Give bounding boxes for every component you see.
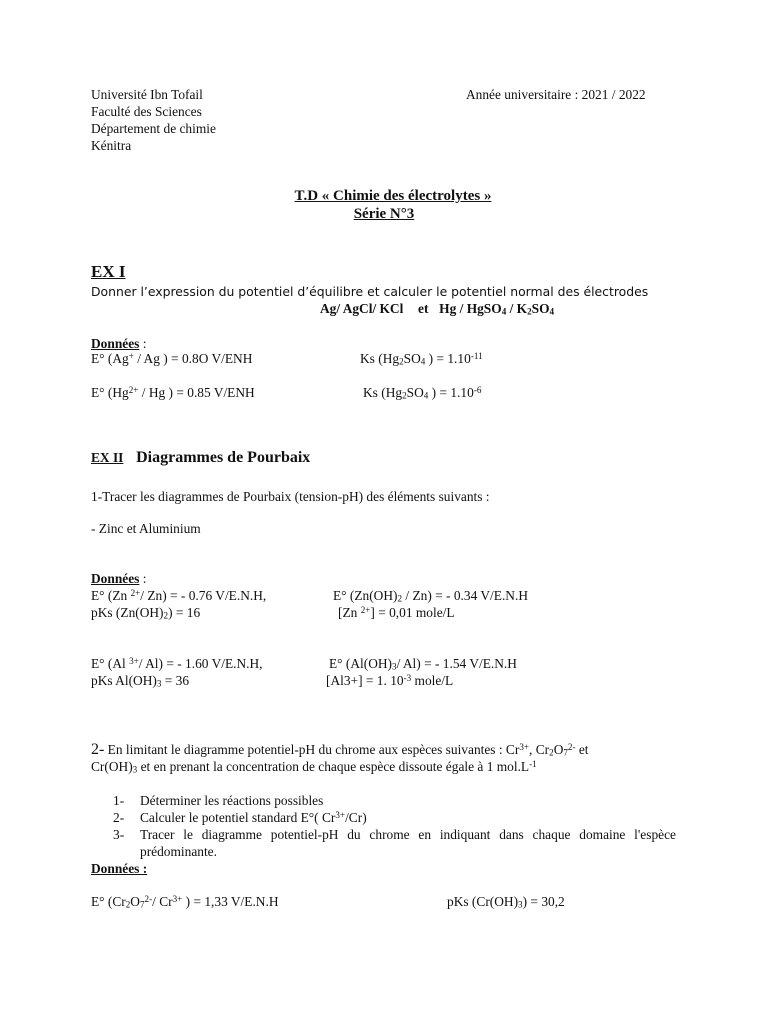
list-item: 1- Déterminer les réactions possibles bbox=[113, 793, 324, 808]
ex1-heading: EX I bbox=[91, 262, 126, 281]
ex1-data-label: Données : bbox=[91, 336, 147, 351]
ex1-statement: Donner l’expression du potentiel d’équilibre et calculer le potentiel normal des électrodes bbox=[91, 284, 649, 299]
ex2-data-label: Données : bbox=[91, 571, 147, 586]
ex1-ag-potential: E° (Ag+ / Ag ) = 0.8O V/ENH bbox=[91, 350, 253, 366]
ex2-subquestions bbox=[113, 792, 676, 860]
zn-concentration: [Zn $^{2+}$] = 0,01 mole/L bbox=[338, 604, 455, 620]
zn-pks: pKs $(Zn(OH)_2) = 16$ bbox=[91, 605, 201, 621]
ex1-ks-2: Ks ($Hg_2SO_4$ ) = $1.10^{-6}$ bbox=[363, 384, 482, 401]
zn-potential-2: E° $(Zn(OH)_2 / Zn)$ = - 0.34 V/E.N.H bbox=[333, 588, 528, 604]
al-concentration: [Al3+] = 1. $10^{-3}$ mole/L bbox=[326, 672, 454, 688]
list-item: 2- Calculer le potentiel standard E°( $Cr^{3+}/Cr$) bbox=[113, 809, 367, 825]
document-title: T.D « Chimie des électrolytes » bbox=[294, 188, 492, 204]
electrode-connector: et bbox=[418, 301, 429, 316]
al-pks: pKs $Al(OH)_3 = 36$ bbox=[91, 673, 190, 689]
al-potential-2: E° ($Al(OH)_3/$ Al) = - 1.54 V/E.N.H bbox=[329, 656, 517, 672]
ex2-heading: EX II bbox=[91, 450, 124, 465]
ex2-heading-line bbox=[91, 449, 310, 466]
faculty-name: Faculté des Sciences bbox=[91, 104, 202, 119]
ex2-elements: - Zinc et Aluminium bbox=[91, 521, 201, 536]
zn-potential-1: E° (Zn $^{2+}$/ Zn) = - 0.76 V/E.N.H, bbox=[91, 587, 267, 603]
ex1-ks-1: Ks ($Hg_2SO_4$ ) = $1.10^{-11}$ bbox=[360, 350, 483, 367]
ex2-question-2-line2: $Cr(OH)_3$ et en prenant la concentration de chaque espèce dissoute égale à 1 $mol.L^{-1}$ bbox=[91, 758, 537, 775]
academic-year: Année universitaire : 2021 / 2022 bbox=[466, 87, 646, 102]
cr-pks: pKs $(Cr(OH)_3) = 30,2$ bbox=[447, 894, 565, 910]
ex1-electrodes bbox=[320, 300, 554, 317]
ex2-title: Diagrammes de Pourbaix bbox=[136, 449, 311, 466]
ex2-data2-label: Données : bbox=[91, 861, 148, 876]
al-potential-1: E° (Al $^{3+}$/ Al) = - 1.60 V/E.N.H, bbox=[91, 655, 263, 671]
list-item: 3- Tracer le diagramme potentiel-pH du chrome en indiquant dans chaque domaine l'espèce prédominante. bbox=[113, 827, 676, 859]
electrode-1: Ag/ AgCl/ KCl bbox=[320, 301, 404, 316]
city-name: Kénitra bbox=[91, 138, 132, 153]
university-name: Université Ibn Tofail bbox=[91, 87, 203, 102]
department-name: Département de chimie bbox=[91, 121, 216, 136]
electrode-2: Hg / HgSO$_4$ / $K_2SO_4$ bbox=[439, 301, 555, 317]
ex2-question-1: 1-Tracer les diagrammes de Pourbaix (tension-pH) des éléments suivants : bbox=[91, 489, 490, 504]
cr-potential: E° ($Cr_2O_7^{2-}/$ $Cr^{3+}$ ) = 1,33 V/E.N.H bbox=[91, 893, 279, 910]
series-number: Série N°3 bbox=[353, 206, 415, 222]
ex2-question-2-line1: 2- En limitant le diagramme potentiel-pH du chrome aux espèces suivantes : $Cr^{3+}$, $Cr_2O_7^{2-}$ et bbox=[91, 741, 589, 758]
ex1-hg-potential: E° ($Hg^{2+}$ / Hg ) = 0.85 V/ENH bbox=[91, 384, 255, 400]
